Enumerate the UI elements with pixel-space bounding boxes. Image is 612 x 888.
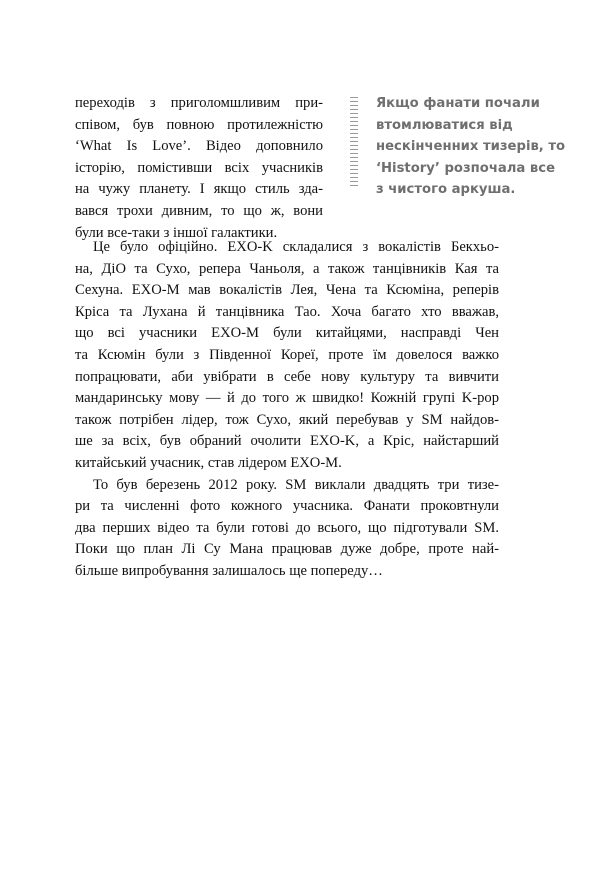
pull-quote-line: нескінченних тизерів, то	[376, 139, 566, 155]
text-line: вався трохи дивним, то що ж, вони	[75, 202, 323, 219]
text-line: Сехуна. EXO-M мав вокалістів Лея, Чена та Ксюміна, реперів	[75, 282, 499, 299]
text-line: Поки що план Лі Су Мана працював дуже добре, проте най-	[75, 541, 499, 558]
pull-quote-text	[376, 93, 576, 201]
text-line: більше випробування залишалось ще попереду…	[75, 562, 383, 579]
text-line: Кріса та Лухана й танцівника Тао. Хоча багато хто вважав,	[75, 303, 499, 320]
text-line: То був березень 2012 року. SM виклали двадцять три тизе-	[93, 476, 499, 493]
text-line: ри та численні фото кожного учасника. Фанати проковтнули	[75, 498, 499, 515]
text-line: історію, помістивши всіх учасників	[75, 159, 323, 176]
intro-column-text	[75, 93, 323, 244]
text-line: переходів з приголомшливим при-	[75, 95, 323, 111]
pull-quote-line: ‘History’ розпочала все	[376, 160, 556, 176]
paragraph	[75, 237, 499, 475]
text-line: попрацювати, аби увібрати в себе нову культуру та вивчити	[75, 368, 499, 385]
paragraph	[75, 475, 499, 583]
text-line: та Ксюмін були з Південної Кореї, проте їм довелося важко	[75, 346, 499, 363]
pull-quote-line: з чистого аркуша.	[376, 182, 516, 198]
pull-quote-line: Якщо фанати почали	[376, 96, 540, 111]
text-line: ше за всіх, був обраний очолити EXO-K, а Кріс, найстарший	[75, 433, 499, 450]
text-line: ‘What Is Love’. Відео доповнило	[75, 138, 323, 155]
text-line: китайський учасник, став лідером EXO-M.	[75, 454, 342, 471]
text-line: два перших відео та були готові до всього, що підготували SM.	[75, 519, 499, 536]
text-line: на чужу планету. І якщо стиль зда-	[75, 181, 323, 198]
pull-quote-line: втомлюватися від	[376, 117, 513, 133]
main-body-text	[75, 237, 499, 583]
pull-quote-rule	[350, 97, 358, 189]
text-line: що всі учасники EXO-M були китайцями, насправді Чен	[75, 325, 499, 342]
text-line: мандаринську мову — й до того ж швидко! Кожній групі K-pop	[75, 390, 499, 407]
text-line: Це було офіційно. EXO-K складалися з вокалістів Бекхьо-	[93, 239, 499, 255]
text-line: співом, був повною протилежністю	[75, 116, 323, 133]
text-line: також потрібен лідер, тож Сухо, який перебував у SM найдов-	[75, 411, 499, 428]
text-line: на, ДіО та Сухо, репера Чаньоля, а також танцівників Кая та	[75, 260, 499, 277]
text-line: були все-таки з іншої галактики.	[75, 224, 278, 241]
